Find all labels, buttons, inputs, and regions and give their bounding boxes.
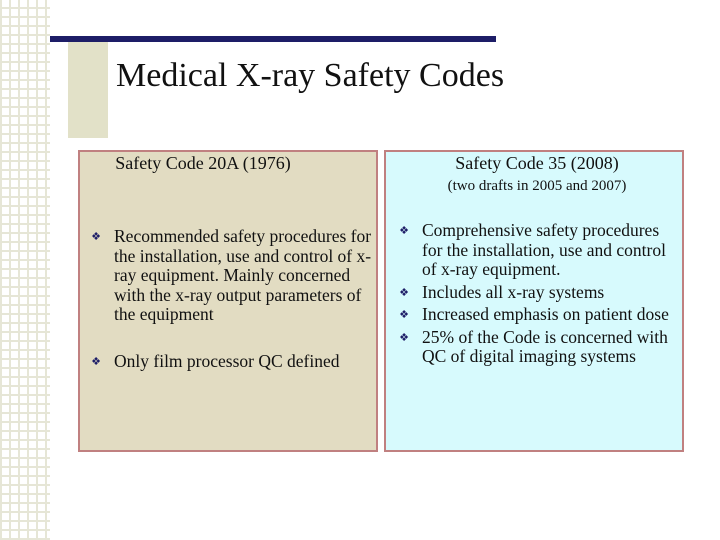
bullet-text: Comprehensive safety procedures for the installation, use and control of x-ray equipment. xyxy=(422,220,666,279)
diamond-bullet-icon: ❖ xyxy=(399,286,409,299)
left-bullet-list xyxy=(84,227,376,371)
slide-title: Medical X-ray Safety Codes xyxy=(116,57,505,94)
bullet-text: Includes all x-ray systems xyxy=(422,281,605,302)
list-item xyxy=(84,227,376,325)
title-accent-block xyxy=(68,40,108,138)
left-panel-heading: Safety Code 20A (1976) xyxy=(115,153,291,173)
diamond-bullet-icon: ❖ xyxy=(399,309,409,321)
list-item xyxy=(84,352,376,372)
list-item xyxy=(392,328,674,367)
bullet-text: Only film processor QC defined xyxy=(114,350,340,371)
right-panel-subheading: (two drafts in 2005 and 2007) xyxy=(447,178,627,194)
list-item xyxy=(392,283,674,303)
bullet-text: Recommended safety procedures for the installation, use and control of x-ray equipment. Mainly concerned with the x-ray output parameters of the equipment xyxy=(114,226,372,324)
bullet-text: 25% of the Code is concerned with QC of digital imaging systems xyxy=(422,326,668,366)
diamond-bullet-icon: ❖ xyxy=(91,355,101,368)
decorative-grid-strip xyxy=(0,0,50,540)
right-panel-heading: Safety Code 35 (2008) xyxy=(455,153,619,173)
title-accent-bar xyxy=(50,36,496,42)
right-bullet-list xyxy=(392,221,674,367)
bullet-text: Increased emphasis on patient dose xyxy=(422,304,669,324)
diamond-bullet-icon: ❖ xyxy=(399,331,409,344)
list-item xyxy=(392,221,674,280)
diamond-bullet-icon: ❖ xyxy=(399,225,409,237)
list-item xyxy=(392,305,674,325)
diamond-bullet-icon: ❖ xyxy=(91,231,101,243)
